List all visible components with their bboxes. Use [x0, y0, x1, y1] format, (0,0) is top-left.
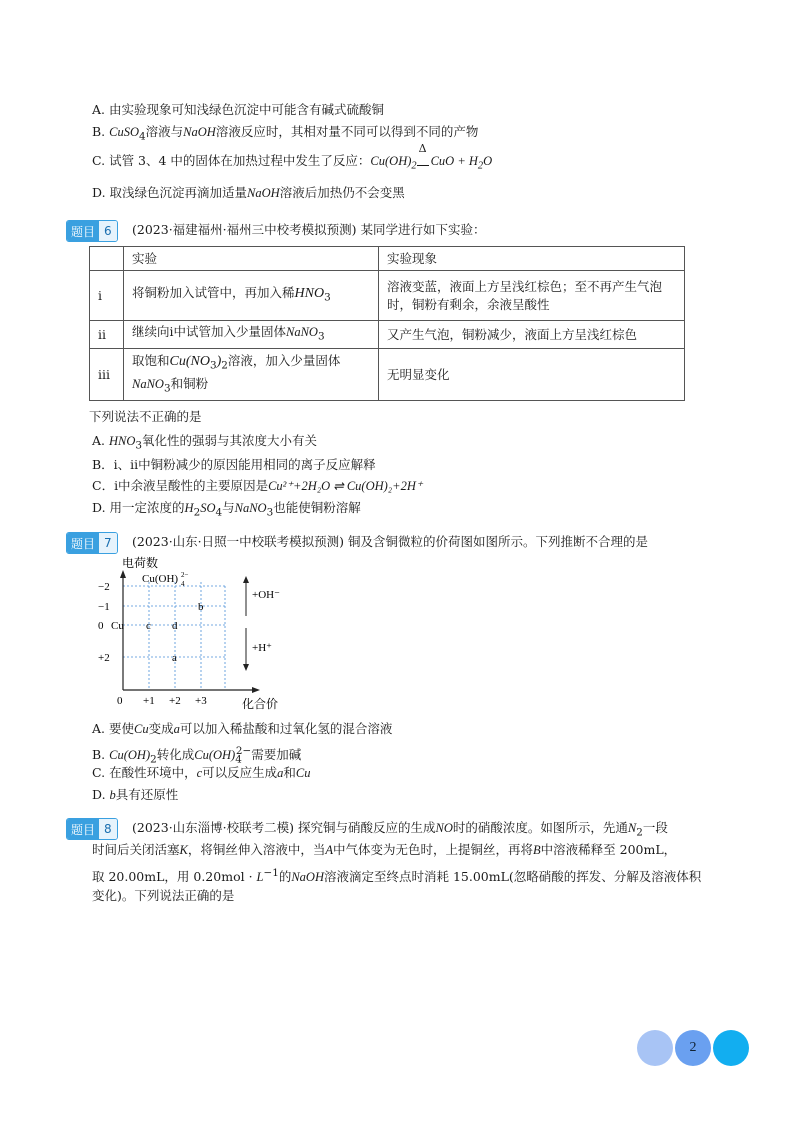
- q8-line-3: 取 20.00mL，用 $0.20mol \cdot L^{-1}$的NaOH溶液滴定至终点时消耗 15.00mL(忽略硝酸的挥发、分解及溶液体积: [92, 867, 702, 885]
- q5-option-c: C. 试管 3、4 中的固体在加热过程中发生了反应：$Cu(OH)_2$ Δ CuO + $H_2O$: [92, 142, 493, 172]
- q6-stem: (2023·福建福州·福州三中校考模拟预测) 某同学进行如下实验：: [132, 222, 486, 237]
- q7-stem: (2023·山东·日照一中校联考模拟预测) 铜及含铜微粒的价荷图如图所示。下列推断不合理的是: [132, 534, 648, 549]
- point-c: c: [146, 620, 151, 632]
- arrow-oh-head: [243, 576, 249, 583]
- y-axis-arrow: [120, 570, 126, 578]
- q7-option-b: B. $Cu(OH)_2$转化成$Cu(OH)_4^{2-}$需要加碱: [92, 745, 302, 766]
- point-d: d: [172, 620, 178, 632]
- q5-option-b: B. CuSO$_4$溶液与NaOH溶液反应时，其相对量不同可以得到不同的产物: [92, 124, 479, 143]
- q6-option-d: D. 用一定浓度的$H_2SO_4$与NaNO$_3$也能使铜粉溶解: [92, 500, 361, 519]
- question-badge-7: 题目 7: [66, 532, 118, 554]
- valence-charge-chart: [96, 556, 296, 714]
- x-tick-label: +2: [169, 695, 181, 707]
- q6-option-c: C．ⅰ中余液呈酸性的主要原因是Cu²⁺+2H₂O ⇌ Cu(OH)₂+2H⁺: [92, 478, 423, 493]
- q6-option-a: A. $HNO_3$氧化性的强弱与其浓度大小有关: [92, 433, 318, 452]
- page-number: 2: [675, 1030, 711, 1066]
- q7-option-a: A. 要使Cu变成a可以加入稀盐酸和过氧化氢的混合溶液: [92, 721, 393, 736]
- q8-line-2: 时间后关闭活塞K，将铜丝伸入溶液中，当A中气体变为无色时，上提铜丝，再将B中溶液稀释至 200mL，: [92, 842, 677, 857]
- q7-option-d: D. b具有还原性: [92, 787, 179, 802]
- x-tick-label: 0: [117, 695, 123, 707]
- point-sup: 2−: [181, 571, 189, 579]
- page-indicator: [637, 1030, 749, 1066]
- q5-option-a: A. 由实验现象可知浅绿色沉淀中可能含有碱式硫酸铜: [92, 102, 384, 117]
- point-b: b: [198, 601, 204, 613]
- table-row: ii 继续向i中试管加入少量固体NaNO$_3$ 又产生气泡，铜粉减少，液面上方呈浅红棕色: [90, 321, 685, 349]
- question-badge-8: 题目 8: [66, 818, 118, 840]
- q7-option-c: C. 在酸性环境中，c可以反应生成a和Cu: [92, 765, 311, 780]
- y-tick-label: 0: [98, 620, 104, 632]
- point-sub: 4: [181, 580, 185, 588]
- experiment-table: [89, 246, 685, 401]
- x-axis-arrow: [252, 687, 260, 693]
- arrow-h-label: +H⁺: [252, 642, 272, 654]
- point-cuoh: Cu(OH): [142, 573, 179, 585]
- arrow-h-head: [243, 664, 249, 671]
- table-header-phenomenon: 实验现象: [379, 247, 685, 271]
- question-badge-6: 题目 6: [66, 220, 118, 242]
- point-a: a: [172, 652, 177, 664]
- x-tick-label: +3: [195, 695, 207, 707]
- pager-circle-right: [713, 1030, 749, 1066]
- q6-option-b: B．ⅰ、ⅱ中铜粉减少的原因能用相同的离子反应解释: [92, 457, 376, 472]
- table-row: i 将铜粉加入试管中，再加入稀$HNO_3$ 溶液变蓝，液面上方呈浅红棕色；至不再产生气泡 时，铜粉有剩余，余液呈酸性: [90, 271, 685, 321]
- arrow-oh-label: +OH⁻: [252, 589, 280, 601]
- y-tick-label: +2: [98, 652, 110, 664]
- x-tick-label: +1: [143, 695, 155, 707]
- x-axis-label: 化合价: [242, 697, 279, 711]
- table-header-experiment: 实验: [124, 247, 379, 271]
- q8-line-4: 变化)。下列说法正确的是: [92, 888, 235, 903]
- point-cu: Cu: [111, 620, 124, 632]
- y-tick-label: −1: [98, 601, 110, 613]
- y-tick-label: −2: [98, 581, 110, 593]
- q8-line-1: (2023·山东淄博·校联考二模) 探究铜与硝酸反应的生成NO时的硝酸浓度。如图所示，先通$N_2$一段: [132, 820, 668, 839]
- q5-option-d: D. 取浅绿色沉淀再滴加适量NaOH溶液后加热仍不会变黑: [92, 185, 405, 200]
- pager-circle-left: [637, 1030, 673, 1066]
- y-axis-label: 电荷数: [122, 556, 159, 570]
- table-row: iii 取饱和$Cu(NO_3)_2$溶液，加入少量固体 NaNO$_3$和铜粉 无明显变化: [90, 349, 685, 401]
- q6-ask: 下列说法不正确的是: [89, 409, 202, 424]
